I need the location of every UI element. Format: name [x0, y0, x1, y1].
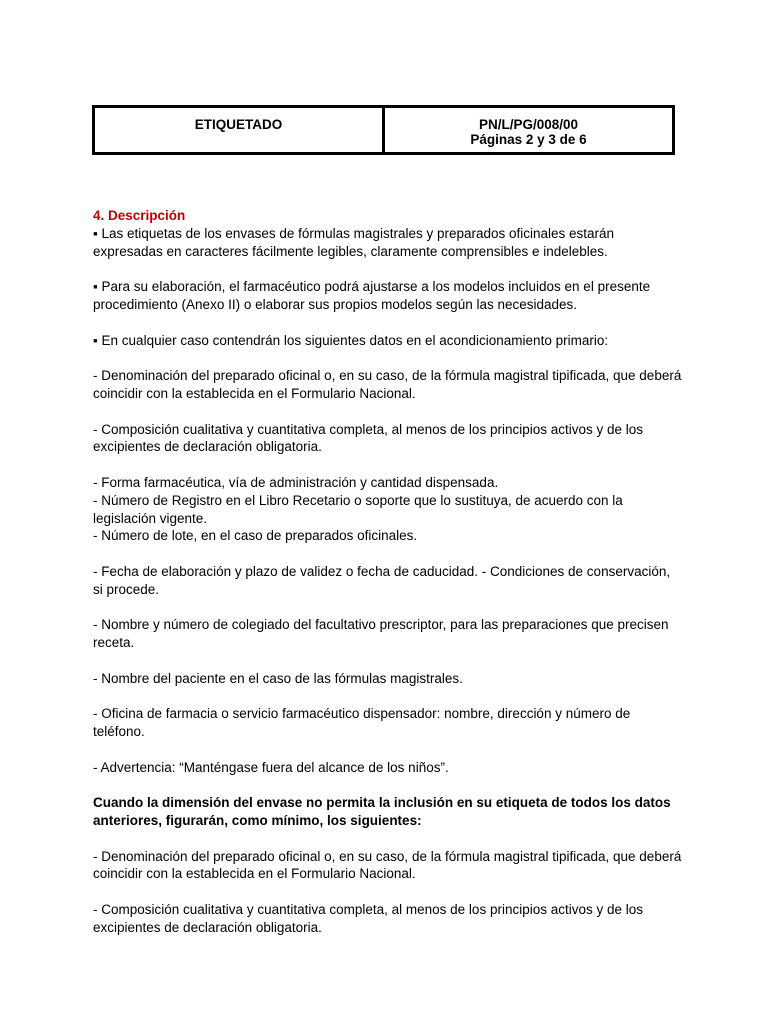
list-item-denomination: - Denominación del preparado oficinal o, en su caso, de la fórmula magistral tipificada, que deberá coincidir con la establecida en el Formulario Nacional.: [93, 368, 682, 401]
list-item-pharmacy: - Oficina de farmacia o servicio farmacéutico dispensador: nombre, dirección y número de teléfono.: [93, 706, 631, 740]
list-item-warning: - Advertencia: “Manténgase fuera del alcance de los niños”.: [93, 759, 449, 775]
paragraph-required-data-intro: ▪ En cualquier caso contendrán los siguientes datos en el acondicionamiento primario:: [93, 332, 609, 348]
document-header-table: [92, 105, 675, 155]
header-title-cell: [95, 108, 385, 152]
paragraph-minimum-data-intro: Cuando la dimensión del envase no permita la inclusión en su etiqueta de todos los datos anteriores, figurarán, como mínimo, los siguientes:: [93, 795, 671, 829]
list-item-composition: - Composición cualitativa y cuantitativa completa, al menos de los principios activos y de los excipientes de declaración obligatoria.: [93, 421, 644, 455]
paragraph-label-models: ▪ Para su elaboración, el farmacéutico podrá ajustarse a los modelos incluidos en el presente procedimiento (Anexo II) o elaborar sus propios modelos según las necesidades.: [93, 279, 651, 312]
header-reference-cell: [385, 108, 672, 152]
header-title: ETIQUETADO: [194, 117, 283, 132]
page-range: Páginas 2 y 3 de 6: [470, 132, 587, 147]
list-item-registry-number: - Número de Registro en el Libro Recetario o soporte que lo sustituya, de acuerdo con la legislación vigente.: [93, 492, 623, 526]
list-item-composition-minimum: - Composición cualitativa y cuantitativa completa, al menos de los principios activos y de los excipientes de declaración obligatoria.: [93, 902, 644, 935]
paragraph-labels-legibility: ▪ Las etiquetas de los envases de fórmulas magistrales y preparados oficinales estarán expresadas en caracteres fácilmente legibles, claramente comprensibles e indelebles.: [93, 225, 615, 259]
list-item-denomination-minimum: - Denominación del preparado oficinal o, en su caso, de la fórmula magistral tipificada, que deberá coincidir con la establecida en el Formulario Nacional.: [93, 848, 682, 882]
list-item-patient-name: - Nombre del paciente en el caso de las fórmulas magistrales.: [93, 670, 463, 686]
list-item-prescriber: - Nombre y número de colegiado del facultativo prescriptor, para las preparaciones que precisen receta.: [93, 617, 669, 651]
section-title: 4. Descripción: [93, 208, 186, 223]
list-item-dates-conservation: - Fecha de elaboración y plazo de validez o fecha de caducidad. - Condiciones de conservación, si procede.: [93, 563, 671, 597]
list-item-dosage-form: - Forma farmacéutica, vía de administración y cantidad dispensada.: [93, 474, 499, 490]
list-item-lot-number: - Número de lote, en el caso de preparados oficinales.: [93, 528, 418, 544]
document-code: PN/L/PG/008/00: [478, 117, 579, 132]
document-body: [93, 207, 683, 954]
